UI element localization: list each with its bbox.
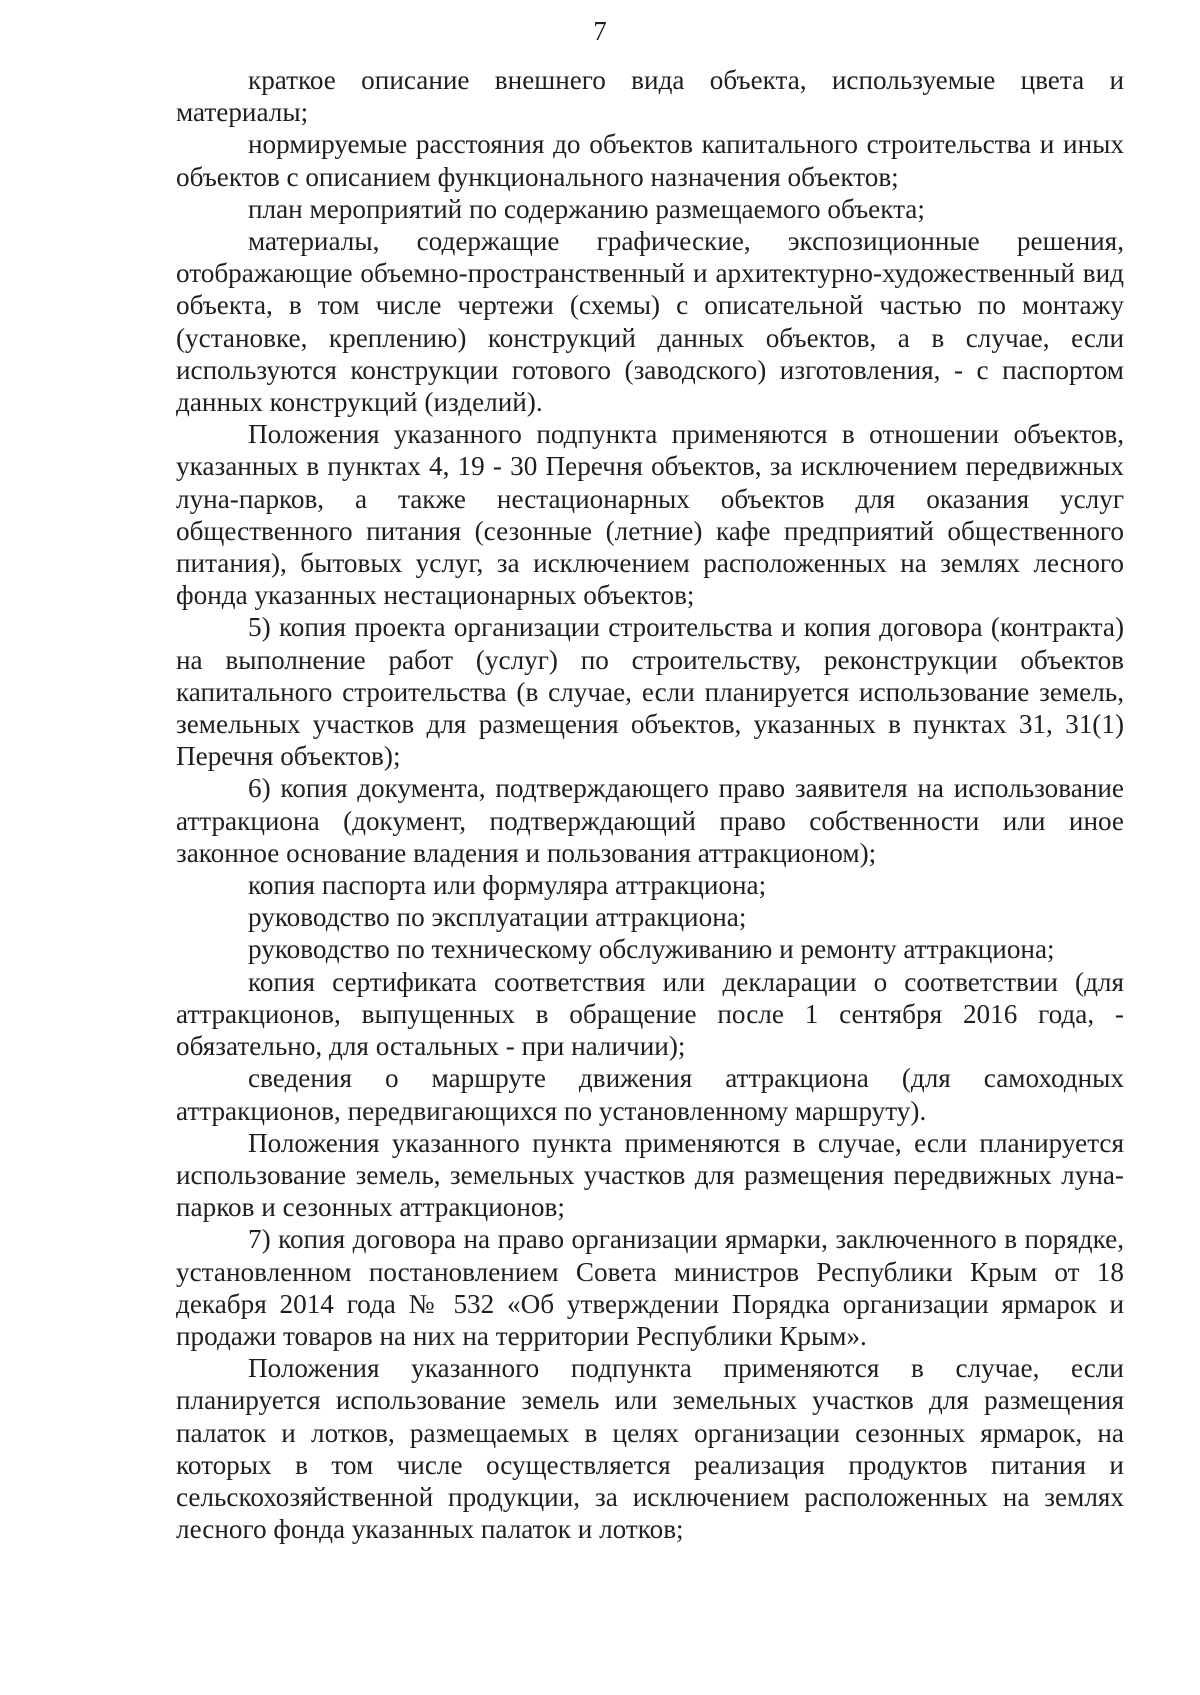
page-number: 7 [593, 16, 607, 46]
paragraph-service-manual: руководство по техническому обслуживанию и ремонту аттракциона; [248, 934, 1055, 965]
paragraph-provisions-fairs: Положения указанного подпункта применяются в случае, если планируется использование земель или земельных участков для размещения палаток и лотков, размещаемых в целях организации сезонных ярмарок, на которых в том числе осуществляется реализация продуктов питания и сельскохозяйственной продукции, за исключением расположенных на землях лесного фонда указанных палаток и лотков; [176, 1353, 1124, 1545]
paragraph-distances: нормируемые расстояния до объектов капитального строительства и иных объектов с описанием функционального назначения объектов; [176, 129, 1124, 192]
paragraph-maintenance-plan: план мероприятий по содержанию размещаемого объекта; [248, 193, 925, 224]
paragraph-passport-copy: копия паспорта или формуляра аттракциона; [248, 870, 767, 901]
paragraph-graphic-materials: материалы, содержащие графические, экспозиционные решения, отображающие объемно-пространственный и архитектурно-художественный вид объекта, в том числе чертежи (схемы) с описательной частью по монтажу (установке, креплению) конструкций данных объектов, а в случае, если используются конструкции готового (заводского) изготовления, - с паспортом данных конструкций (изделий). [176, 226, 1124, 418]
paragraph-provisions-objects: Положения указанного подпункта применяются в отношении объектов, указанных в пунктах 4, 19 - 30 Перечня объектов, за исключением передвижных луна-парков, а также нестационарных объектов для оказания услуг общественного питания (сезонные (летние) кафе предприятий общественного питания), бытовых услуг, за исключением расположенных на землях лесного фонда указанных нестационарных объектов; [176, 419, 1124, 611]
document-body [176, 64, 1124, 1545]
paragraph-certificate: копия сертификата соответствия или декларации о соответствии (для аттракционов, выпущенных в обращение после 1 сентября 2016 года, - обязательно, для остальных - при наличии); [176, 966, 1124, 1062]
paragraph-item-6: 6) копия документа, подтверждающего право заявителя на использование аттракциона (документ, подтверждающий право собственности или иное законное основание владения и пользования аттракционом); [176, 773, 1124, 868]
paragraph-item-7: 7) копия договора на право организации ярмарки, заключенного в порядке, установленном постановлением Совета министров Республики Крым от 18 декабря 2014 года № 532 «Об утверждении Порядка организации ярмарок и продажи товаров на них на территории Республики Крым». [176, 1224, 1124, 1351]
paragraph-item-5: 5) копия проекта организации строительства и копия договора (контракта) на выполнение работ (услуг) по строительству, реконструкции объектов капитального строительства (в случае, если планируется использование земель, земельных участков для размещения объектов, указанных в пунктах 31, 31(1) Перечня объектов); [176, 612, 1124, 772]
paragraph-route-info: сведения о маршруте движения аттракциона (для самоходных аттракционов, передвигающихся по установленному маршруту). [176, 1063, 1124, 1126]
paragraph-operation-manual: руководство по эксплуатации аттракциона; [248, 902, 747, 933]
paragraph-description: краткое описание внешнего вида объекта, используемые цвета и материалы; [176, 65, 1124, 128]
paragraph-provisions-amusements: Положения указанного пункта применяются в случае, если планируется использование земель, земельных участков для размещения передвижных луна-парков и сезонных аттракционов; [176, 1127, 1124, 1223]
